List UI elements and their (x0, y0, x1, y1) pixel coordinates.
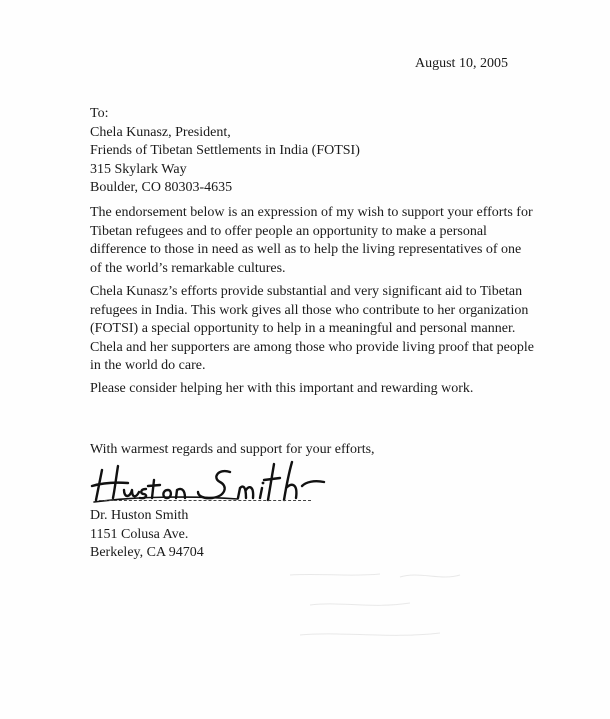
body-paragraph: Chela Kunasz’s efforts provide substantial and very significant aid to Tibetan refugees in India. This work gives all those who contribute to her organization (FOTSI) a special opportunity to help in a meaningful and personal manner. Chela and her supporters are among those who provide living proof that people in the world do care. (90, 284, 534, 373)
bleed-through-marks (280, 565, 500, 655)
recipient-line: 315 Skylark Way (90, 161, 187, 177)
signature-line (99, 500, 311, 501)
recipient-line: Friends of Tibetan Settlements in India (FOTSI) (90, 143, 360, 158)
letter-date: August 10, 2005 (415, 56, 508, 71)
handwritten-signature (88, 452, 338, 512)
signer-block (90, 507, 204, 563)
recipient-line: Boulder, CO 80303-4635 (90, 180, 233, 195)
recipient-line: To: (90, 106, 109, 121)
signer-line: Berkeley, CA 94704 (90, 545, 204, 560)
signer-line: 1151 Colusa Ave. (90, 526, 189, 542)
recipient-line: Chela Kunasz, President, (90, 124, 231, 140)
body-paragraph: The endorsement below is an expression of my wish to support your efforts for Tibetan refugees and to offer people an opportunity to make a personal difference to those in need as well as to help the living representatives of one of the world’s remarkable cultures. (90, 205, 533, 276)
body-paragraph: Please consider helping her with this important and rewarding work. (90, 381, 474, 396)
signer-line: Dr. Huston Smith (90, 508, 189, 523)
recipient-block (90, 105, 360, 198)
closing-line: With warmest regards and support for your efforts, (90, 442, 375, 457)
